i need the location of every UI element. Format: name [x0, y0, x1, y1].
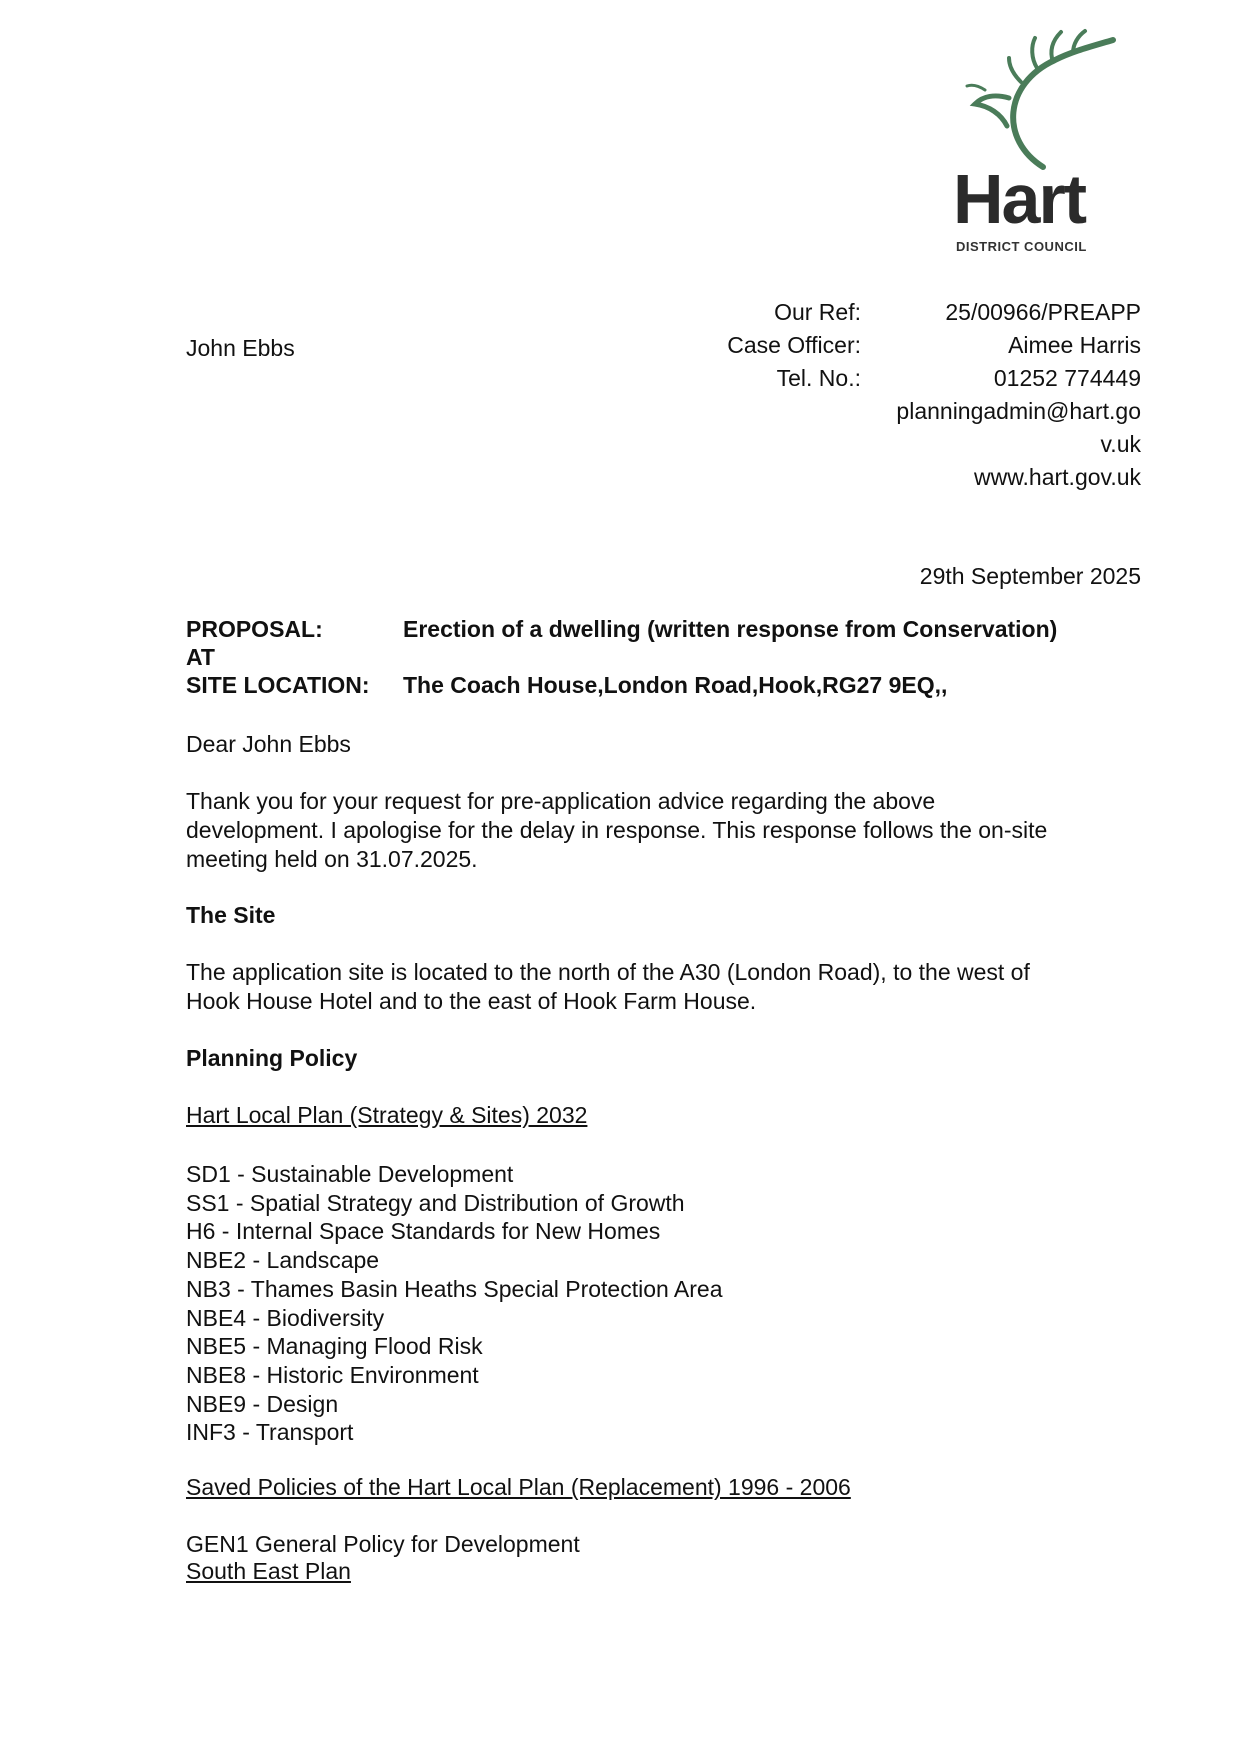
salutation: Dear John Ebbs [186, 731, 351, 757]
list-item: SD1 - Sustainable Development [186, 1161, 514, 1187]
site-section-title: The Site [186, 902, 276, 928]
south-east-plan-title: South East Plan [186, 1558, 351, 1584]
our-ref-value: 25/00966/PREAPP [945, 299, 1141, 325]
list-item: NBE5 - Managing Flood Risk [186, 1333, 483, 1360]
email-line-2[interactable]: v.uk [1100, 431, 1141, 457]
site-location-value: The Coach House,London Road,Hook,RG27 9EQ,, [403, 672, 948, 698]
stag-antler-icon [925, 22, 1125, 172]
hart-logo [925, 22, 1125, 254]
list-item: NB3 - Thames Basin Heaths Special Protection Area [186, 1275, 723, 1302]
at-label: AT [186, 644, 215, 670]
list-item: H6 - Internal Space Standards for New Homes [186, 1218, 661, 1245]
local-plan-title: Hart Local Plan (Strategy & Sites) 2032 [186, 1102, 588, 1128]
proposal-value: Erection of a dwelling (written response from Conservation) [403, 616, 1058, 642]
logo-wordmark: Hart [953, 160, 1086, 238]
list-item: NBE2 - Landscape [186, 1247, 380, 1274]
proposal-label: PROPOSAL: [186, 616, 323, 642]
policy-section-title: Planning Policy [186, 1045, 358, 1071]
intro-paragraph: Thank you for your request for pre-application advice regarding the above development. I apologise for the delay in response. This response follows the on-site meeting held on 31.07.2025. [186, 788, 1048, 872]
saved-policies-title: Saved Policies of the Hart Local Plan (Replacement) 1996 - 2006 [186, 1474, 851, 1500]
recipient-name: John Ebbs [186, 335, 295, 361]
local-plan-policy-list [186, 1160, 723, 1447]
case-officer-value: Aimee Harris [1008, 332, 1141, 358]
case-officer-label: Case Officer: [727, 332, 861, 358]
our-ref-label: Our Ref: [774, 299, 861, 325]
website-link[interactable]: www.hart.gov.uk [973, 464, 1141, 490]
list-item: NBE4 - Biodiversity [186, 1304, 385, 1331]
tel-label: Tel. No.: [776, 365, 861, 391]
site-paragraph: The application site is located to the north of the A30 (London Road), to the west of Hook House Hotel and to the east of Hook Farm House. [186, 959, 1030, 1014]
logo-subtitle: DISTRICT COUNCIL [956, 239, 1087, 254]
email-line-1[interactable]: planningadmin@hart.go [896, 398, 1141, 424]
saved-policy-item: GEN1 General Policy for Development [186, 1531, 580, 1557]
site-location-label: SITE LOCATION: [186, 672, 370, 698]
letter-date: 29th September 2025 [919, 563, 1141, 589]
list-item: NBE8 - Historic Environment [186, 1361, 479, 1388]
tel-value: 01252 774449 [993, 365, 1141, 391]
list-item: SS1 - Spatial Strategy and Distribution of Growth [186, 1189, 685, 1216]
list-item: INF3 - Transport [186, 1419, 354, 1446]
list-item: NBE9 - Design [186, 1390, 339, 1417]
